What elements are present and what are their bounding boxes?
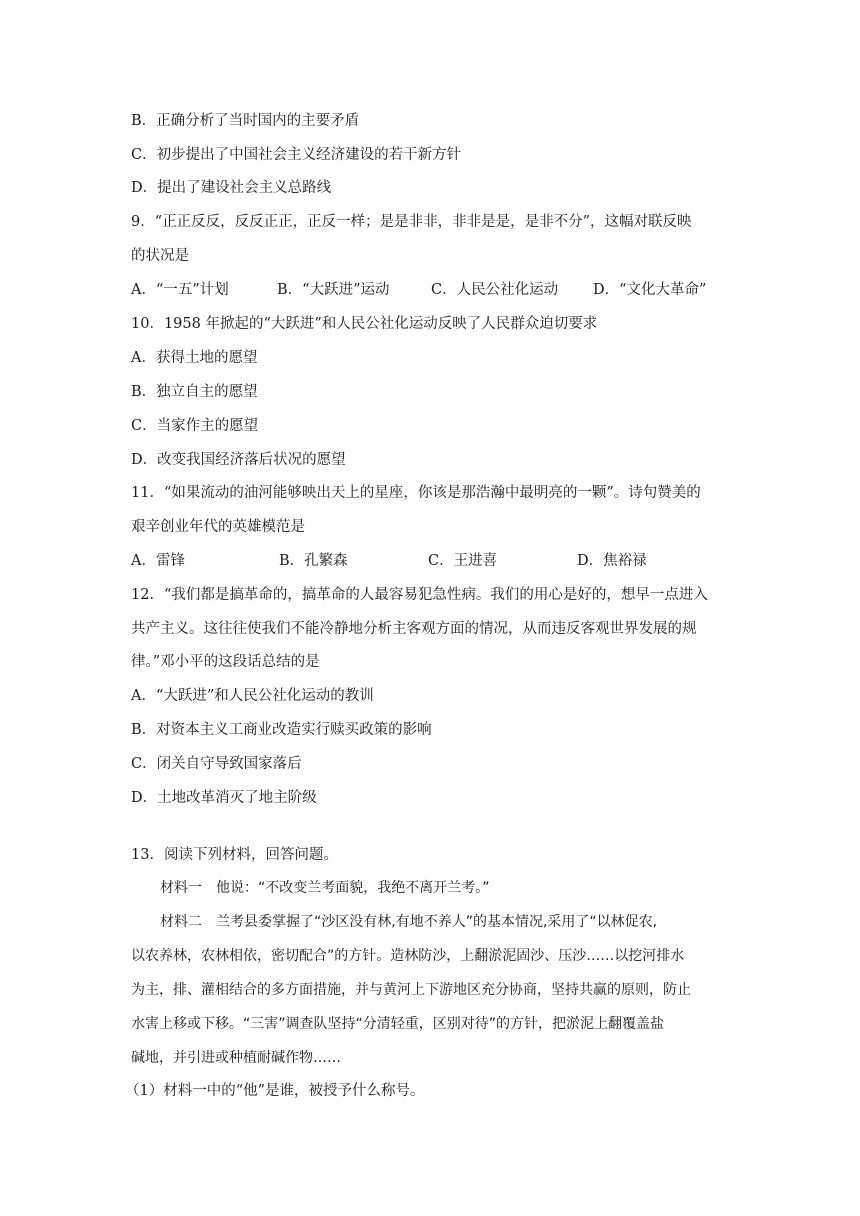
q9-option-a: A．“一五”计划 bbox=[131, 282, 229, 298]
q9-option-b: B．“大跃进”运动 bbox=[277, 282, 390, 298]
q13-material-2-line-3: 为主，排、灌相结合的多方面措施，并与黄河上下游地区充分协商，坚持共赢的原则，防止 bbox=[131, 982, 691, 998]
q12-stem-line-3: 律。”邓小平的这段话总结的是 bbox=[131, 654, 320, 670]
q12-stem-line-2: 共产主义。这往往使我们不能冷静地分析主客观方面的情况，从而违反客观世界发展的规 bbox=[131, 621, 697, 637]
q12-option-a: A．“大跃进”和人民公社化运动的教训 bbox=[131, 688, 374, 704]
q13-material-2-line-1: 材料二 兰考县委掌握了“沙区没有林,有地不养人”的基本情况,采用了“以林促农, bbox=[160, 914, 658, 930]
q9-stem-line-1: 9．“正正反反，反反正正，正反一样；是是非非，非非是是，是非不分”，这幅对联反映 bbox=[131, 214, 692, 230]
q11-option-a: A．雷锋 bbox=[131, 553, 185, 569]
q9-options-row bbox=[131, 280, 731, 300]
q13-material-1: 材料一 他说：“不改变兰考面貌，我绝不离开兰考。” bbox=[160, 880, 490, 896]
q10-option-b: B．独立自主的愿望 bbox=[131, 384, 258, 400]
q11-stem-line-1: 11．“如果流动的油河能够映出天上的星座，你该是那浩瀚中最明亮的一颗”。诗句赞美的 bbox=[131, 485, 701, 501]
q10-option-a: A．获得土地的愿望 bbox=[131, 350, 258, 366]
q11-option-d: D．焦裕禄 bbox=[577, 553, 647, 569]
q13-subquestion-1: （1）材料一中的“他”是谁，被授予什么称号。 bbox=[125, 1083, 425, 1099]
q11-option-b: B．孔繁森 bbox=[279, 553, 348, 569]
q13-stem: 13．阅读下列材料，回答问题。 bbox=[131, 847, 338, 863]
q12-option-b: B．对资本主义工商业改造实行赎买政策的影响 bbox=[131, 722, 432, 738]
q10-option-c: C．当家作主的愿望 bbox=[131, 418, 259, 434]
q9-option-c: C．人民公社化运动 bbox=[431, 282, 559, 298]
q13-material-2-line-4: 水害上移或下移。“三害”调查队坚持“分清轻重，区别对待”的方针，把淤泥上翻覆盖盐 bbox=[131, 1016, 665, 1032]
q10-option-d: D．改变我国经济落后状况的愿望 bbox=[131, 452, 346, 468]
q13-material-2-line-5: 碱地，并引进或种植耐碱作物…… bbox=[131, 1050, 341, 1066]
q11-options-row bbox=[131, 551, 731, 571]
q12-option-d: D．土地改革消灭了地主阶级 bbox=[131, 790, 317, 806]
q13-material-2-line-2: 以农养林，农林相依，密切配合”的方针。造林防沙，上翻淤泥固沙、压沙……以挖河排水 bbox=[131, 948, 685, 964]
q10-stem: 10．1958 年掀起的“大跃进”和人民公社化运动反映了人民群众迫切要求 bbox=[131, 316, 598, 332]
q8-option-d: D．提出了建设社会主义总路线 bbox=[131, 180, 332, 196]
q11-option-c: C．王进喜 bbox=[428, 553, 498, 569]
q12-stem-line-1: 12．“我们都是搞革命的，搞革命的人最容易犯急性病。我们的用心是好的，想早一点进入 bbox=[131, 587, 708, 603]
q12-option-c: C．闭关自守导致国家落后 bbox=[131, 756, 302, 772]
q8-option-c: C．初步提出了中国社会主义经济建设的若干新方针 bbox=[131, 147, 462, 163]
q9-stem-line-2: 的状况是 bbox=[131, 248, 189, 264]
q11-stem-line-2: 艰辛创业年代的英雄模范是 bbox=[131, 519, 305, 535]
q9-option-d: D．“文化大革命” bbox=[593, 282, 707, 298]
q8-option-b: B．正确分析了当时国内的主要矛盾 bbox=[131, 113, 360, 129]
